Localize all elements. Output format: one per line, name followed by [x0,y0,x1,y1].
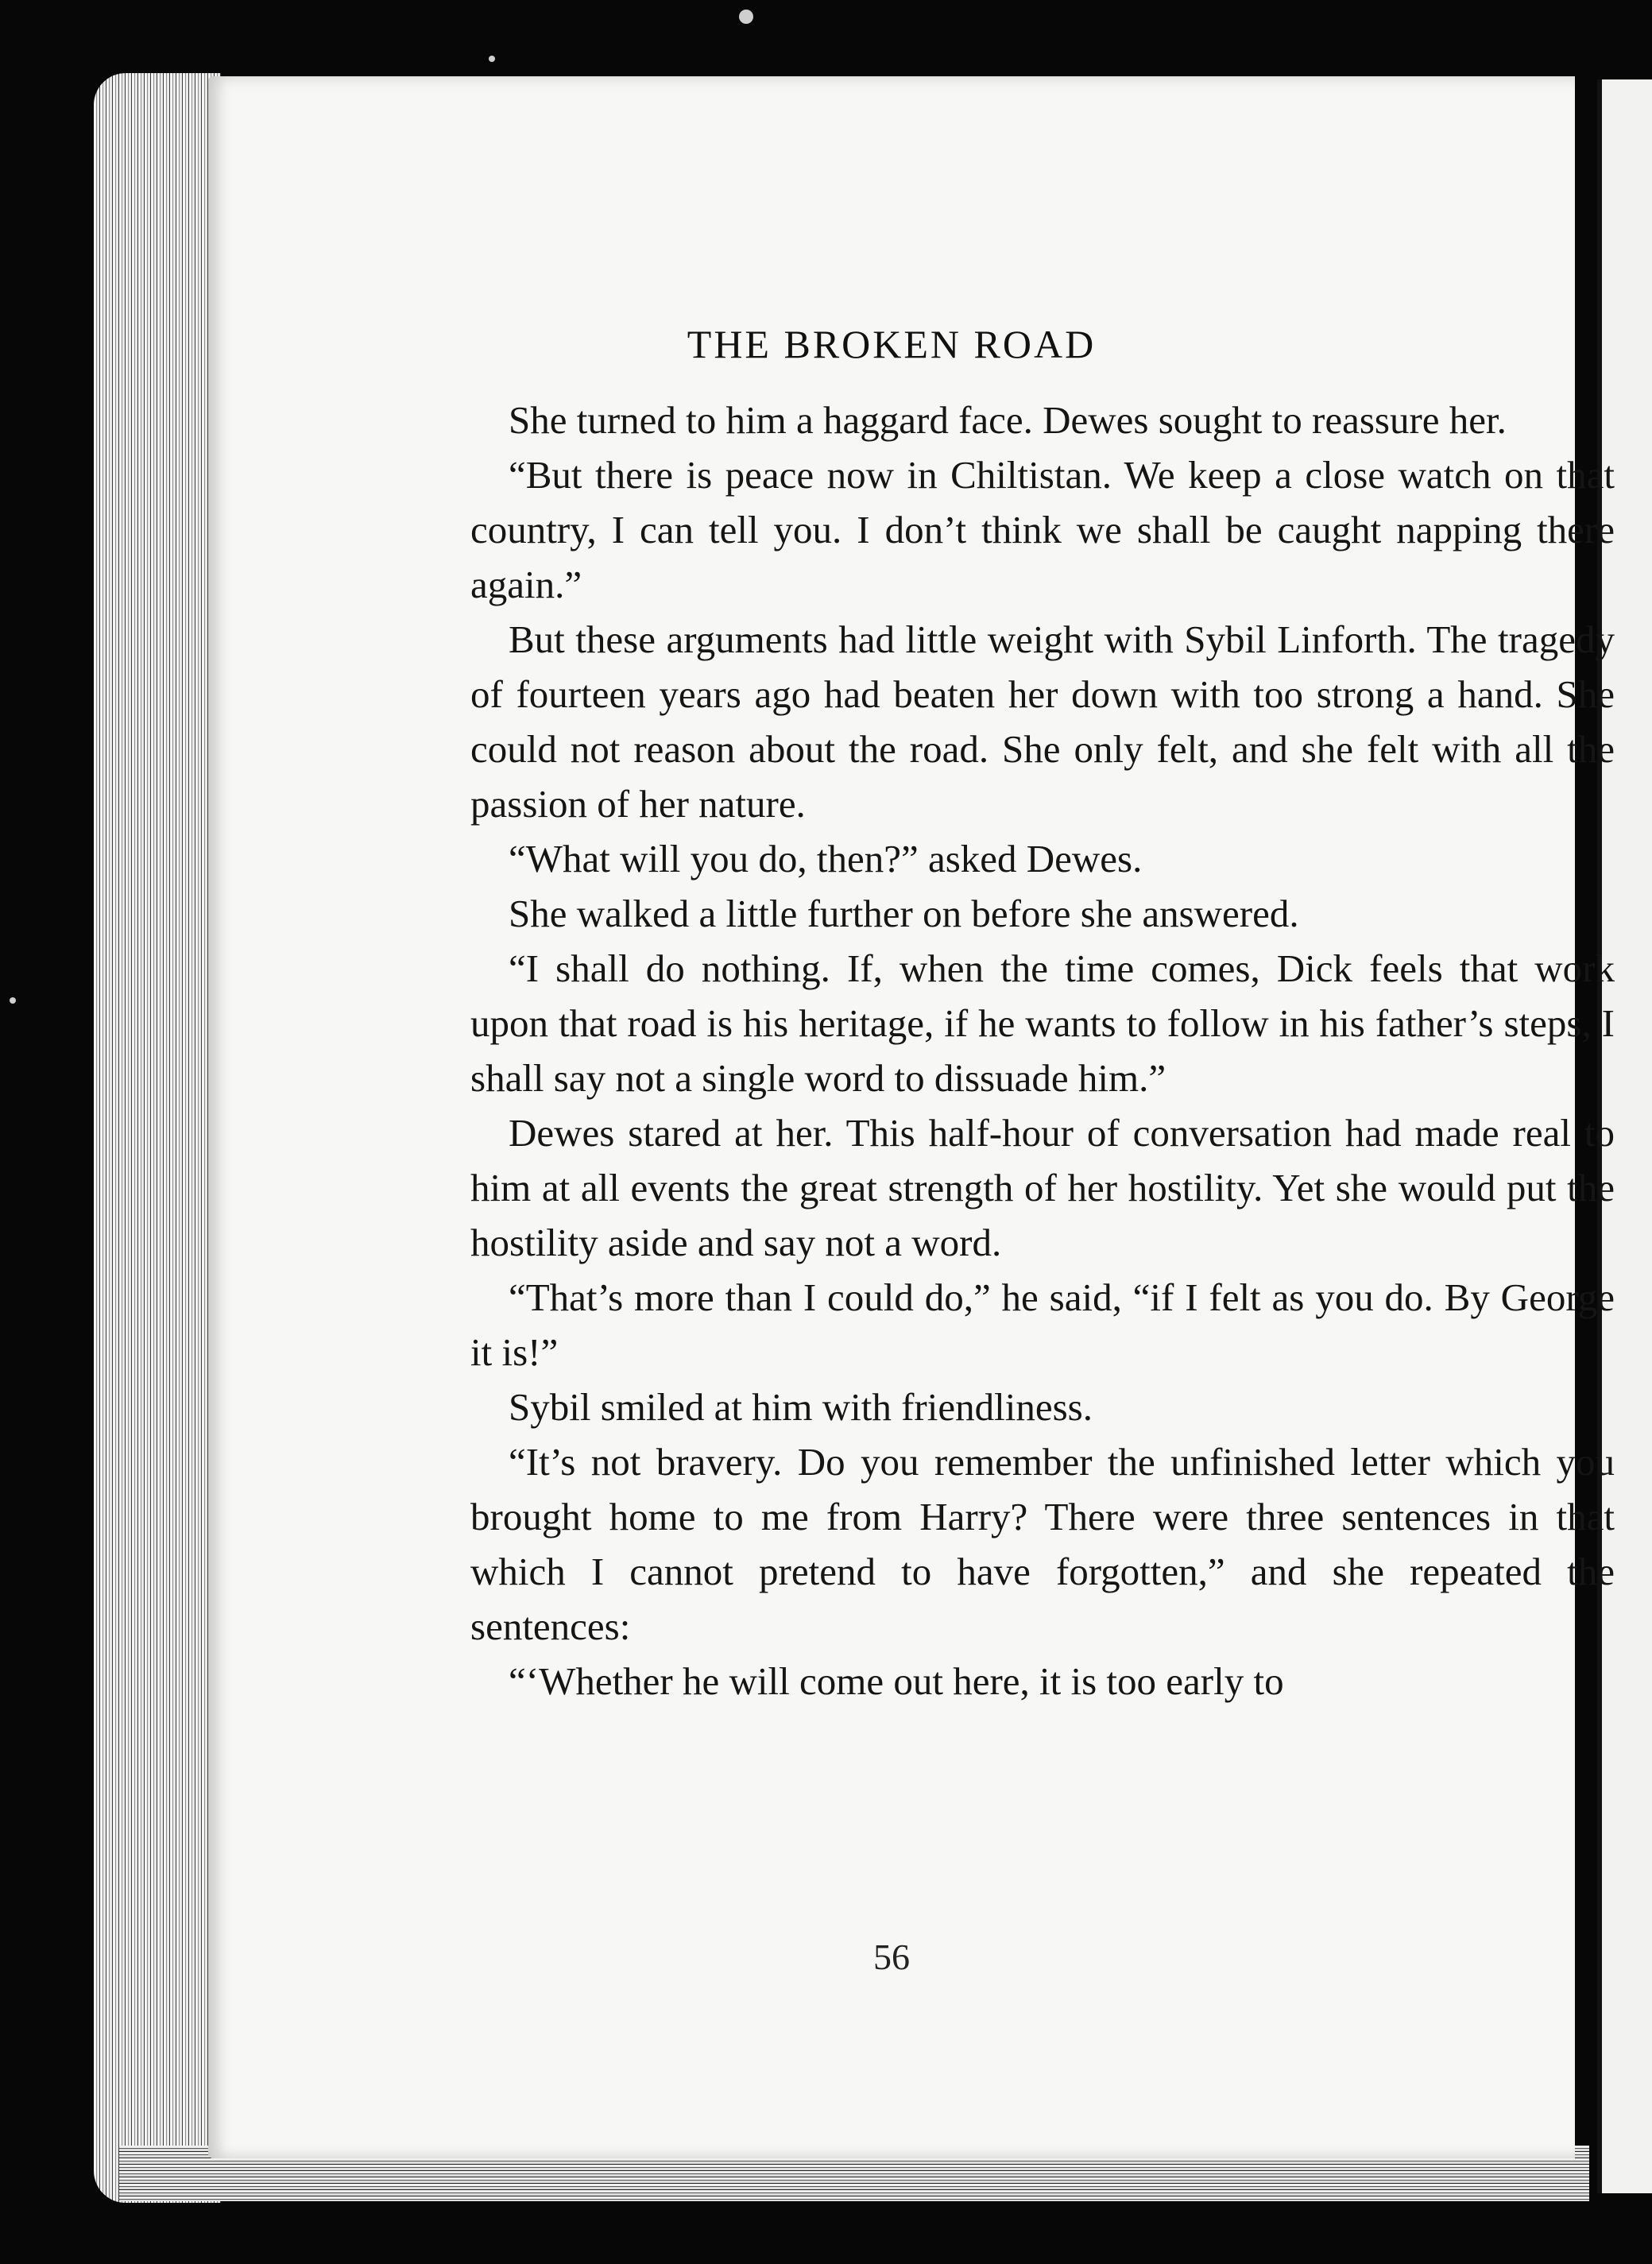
paragraph: She turned to him a haggard face. Dewes sought to reassure her. [509,398,1507,442]
dust-speck [739,10,753,24]
body-text [470,393,1615,1709]
paragraph: But these arguments had little weight with Sybil Linforth. The tragedy of fourteen years ago had beaten her down with too strong a hand. She could not reason about the road. She only felt, and she felt with all the passion of her nature. [470,617,1615,826]
paragraph: “I shall do nothing. If, when the time comes, Dick feels that work upon that road is his heritage, if he wants to follow in his father’s steps, I shall say not a single word to dissuade him.” [470,946,1615,1100]
paragraph: Dewes stared at her. This half-hour of conversation had made real to him at all events the great strength of her hostility. Yet she would put the hostility aside and say not a word. [470,1111,1615,1264]
dust-speck [489,56,495,62]
paragraph: “‘Whether he will come out here, it is too early to [509,1659,1284,1703]
paragraph: “What will you do, then?” asked Dewes. [509,837,1143,880]
page-edge-stack [94,73,221,2203]
running-head: THE BROKEN ROAD [687,322,1097,366]
dust-speck [10,997,16,1004]
page-number: 56 [873,1937,910,1977]
book-page [208,76,1615,2158]
paragraph: Sybil smiled at him with friendliness. [509,1385,1093,1429]
paragraph: She walked a little further on before she answered. [509,892,1299,935]
paragraph: “But there is peace now in Chiltistan. We keep a close watch on that country, I can tell you. I don’t think we shall be caught napping there again.” [470,453,1615,606]
paragraph: “That’s more than I could do,” he said, “if I felt as you do. By George it is!” [470,1275,1615,1374]
paragraph: “It’s not bravery. Do you remember the unfinished letter which you brought home to me from Harry? There were three sentences in that which I cannot pretend to have forgotten,” and she repeated the sentences: [470,1440,1615,1648]
